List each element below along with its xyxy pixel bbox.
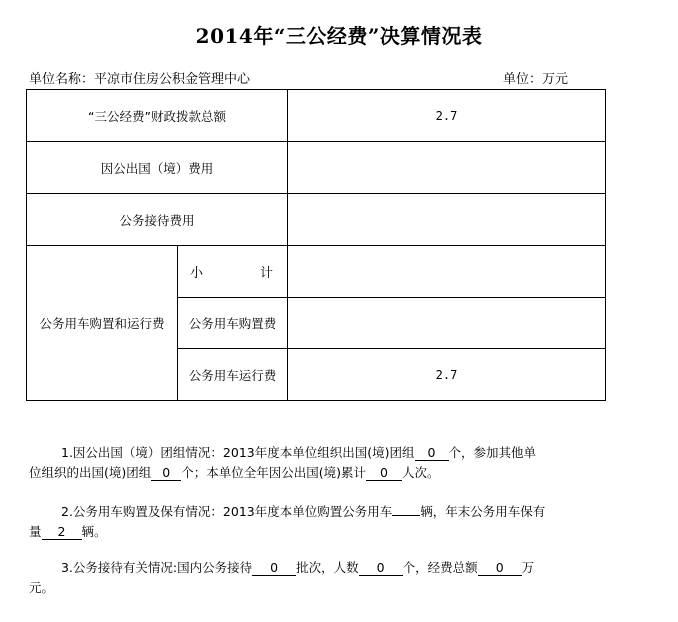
row-reception-value: [288, 194, 605, 245]
unit-name: 单位名称：平凉市住房公积金管理中心: [29, 72, 251, 87]
vehicle-operation-value: 2.7: [435, 367, 458, 382]
row-total-value: 2.7: [435, 108, 458, 123]
reception-batches-value: 0: [252, 560, 296, 576]
vehicles-held-value: 2: [42, 524, 82, 540]
row-reception-label: 公务接待费用: [119, 212, 195, 228]
vehicle-operation-label: 公务用车运行费: [188, 367, 277, 383]
vehicle-group-label: 公务用车购置和运行费: [39, 316, 165, 331]
reception-persons-value: 0: [359, 560, 403, 576]
vehicle-purchase-label: 公务用车购置费: [188, 316, 277, 331]
overseas-persons-value: 0: [366, 465, 402, 481]
currency-unit: 单位：万元: [503, 72, 569, 87]
vehicles-purchased-value: [392, 500, 420, 516]
note-vehicles: 2.公务用车购置及保有情况：2013年度本单位购置公务用车 辆，年末公务用车保有 量 2 辆。: [29, 500, 605, 542]
subtotal-label-char-1: 小: [190, 266, 204, 281]
subtotal-label-char-2: 计: [260, 266, 274, 281]
note-reception: 3.公务接待有关情况:国内公务接待 0 批次，人数 0 个，经费总额 0 万 元。: [29, 560, 535, 595]
vehicle-purchase-value: [288, 298, 605, 348]
expense-table: [26, 89, 606, 401]
row-overseas-value: [288, 142, 605, 193]
note-overseas: 1.因公出国（境）团组情况：2013年度本单位组织出国(境)团组 0 个，参加其他单 位组织的出国(境)团组 0 个；本单位全年因公出国(境)累计 0 人次。: [29, 445, 537, 480]
reception-amount-value: 0: [478, 560, 522, 576]
page-title: 2014年“三公经费”决算情况表: [195, 24, 483, 48]
overseas-groups-value: 0: [415, 445, 449, 461]
other-groups-value: 0: [151, 465, 181, 481]
subtotal-value: [288, 246, 605, 297]
row-total-label: “三公经费”财政拨款总额: [88, 108, 226, 124]
row-overseas-label: 因公出国（境）费用: [100, 160, 214, 176]
